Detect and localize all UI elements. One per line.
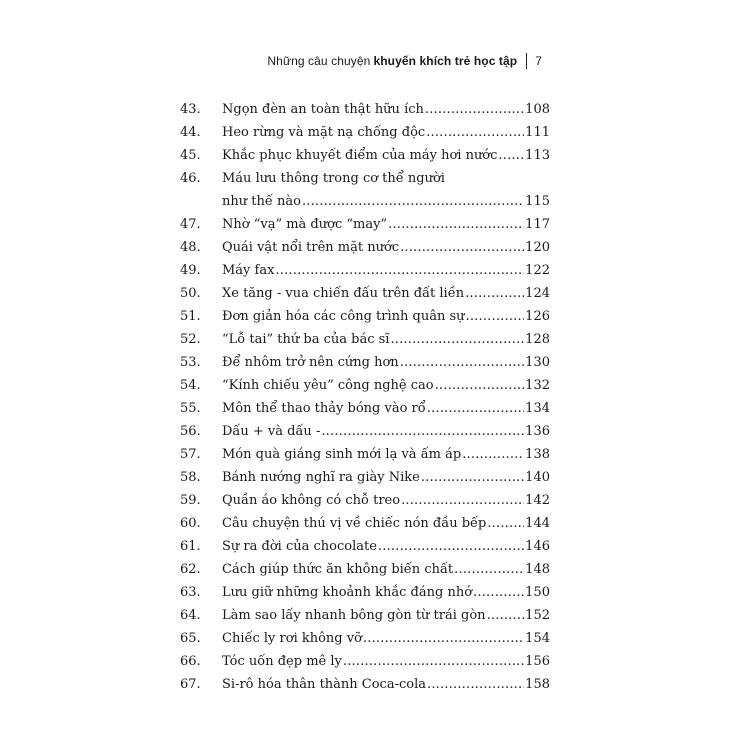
toc-dot-leader	[275, 259, 524, 282]
toc-dot-leader	[401, 489, 524, 512]
toc-entry-body	[222, 351, 550, 374]
table-of-contents	[180, 98, 550, 696]
toc-entry	[180, 466, 550, 489]
toc-dot-leader	[400, 236, 524, 259]
toc-entry	[180, 489, 550, 512]
toc-entry-page: 146	[525, 539, 550, 554]
toc-entry-title: Đơn giản hóa các công trình quân sự	[222, 309, 465, 324]
toc-entry-number: 63.	[180, 585, 201, 600]
toc-dot-leader	[421, 466, 524, 489]
toc-entry-title: Sự ra đời của chocolate	[222, 539, 377, 554]
toc-entry-body	[222, 558, 550, 581]
toc-dot-leader	[427, 397, 524, 420]
toc-entry-body	[222, 282, 550, 305]
toc-entry-number: 55.	[180, 401, 201, 416]
toc-entry-page: 128	[525, 332, 550, 347]
toc-entry	[180, 650, 550, 673]
toc-entry-body	[222, 121, 550, 144]
toc-dot-leader	[487, 512, 524, 535]
toc-entry-page: 136	[525, 424, 550, 439]
toc-dot-leader	[400, 351, 524, 374]
toc-entry-page: 122	[525, 263, 550, 278]
toc-entry-title: Để nhôm trở nên cứng hơn	[222, 355, 399, 370]
toc-entry-number: 64.	[180, 608, 201, 623]
toc-dot-leader	[454, 558, 524, 581]
toc-entry-title: Máu lưu thông trong cơ thể người	[222, 171, 445, 186]
toc-dot-leader	[343, 650, 524, 673]
toc-entry-title: Bánh nướng nghĩ ra giày Nike	[222, 470, 420, 485]
toc-entry-page: 113	[525, 148, 550, 163]
toc-entry-title: Chiếc ly rơi không vỡ	[222, 631, 362, 646]
toc-entry-page: 117	[525, 217, 550, 232]
toc-entry-title-continued: như thế nào	[222, 194, 301, 209]
toc-entry-body	[222, 466, 550, 489]
toc-entry-number: 61.	[180, 539, 201, 554]
toc-entry-page: 158	[525, 677, 550, 692]
toc-dot-leader	[466, 305, 525, 328]
toc-entry-body	[222, 374, 550, 397]
toc-entry-body	[222, 420, 550, 443]
toc-entry-number: 67.	[180, 677, 201, 692]
running-header	[267, 52, 542, 70]
toc-dot-leader	[498, 144, 524, 167]
toc-entry-number: 59.	[180, 493, 201, 508]
toc-entry-page: 140	[525, 470, 550, 485]
toc-entry	[180, 351, 550, 374]
toc-entry-number: 50.	[180, 286, 201, 301]
toc-entry-body	[222, 627, 550, 650]
toc-entry-page: 111	[525, 125, 550, 140]
toc-entry-page: 115	[525, 194, 550, 209]
toc-entry-title: Ngọn đèn an toàn thật hữu ích	[222, 102, 424, 117]
toc-entry-body	[222, 397, 550, 420]
toc-entry	[180, 259, 550, 282]
toc-entry-number: 66.	[180, 654, 201, 669]
toc-entry-title: Nhờ “vạ” mà được “may”	[222, 217, 388, 232]
toc-entry	[180, 443, 550, 466]
toc-dot-leader	[302, 190, 524, 213]
header-title-bold: khuyến khích trẻ học tập	[373, 54, 518, 68]
toc-entry-page: 120	[525, 240, 550, 255]
toc-entry-body	[222, 144, 550, 167]
toc-entry-page: 126	[525, 309, 550, 324]
toc-entry	[180, 558, 550, 581]
toc-entry-number: 45.	[180, 148, 201, 163]
toc-entry-page: 130	[525, 355, 550, 370]
toc-entry-title: Cách giúp thức ăn không biến chất	[222, 562, 454, 577]
toc-entry-page: 144	[525, 516, 550, 531]
toc-dot-leader	[465, 282, 524, 305]
toc-entry-body	[222, 604, 550, 627]
toc-entry	[180, 144, 550, 167]
toc-entry	[180, 673, 550, 696]
toc-entry-body	[222, 259, 550, 282]
toc-entry-title: “Lỗ tai” thứ ba của bác sĩ	[222, 332, 390, 347]
toc-entry	[180, 397, 550, 420]
toc-dot-leader	[462, 443, 524, 466]
toc-entry-body	[222, 236, 550, 259]
toc-entry-title: Heo rừng và mặt nạ chống độc	[222, 125, 426, 140]
toc-entry-number: 46.	[180, 171, 201, 186]
toc-entry	[180, 213, 550, 236]
toc-entry	[180, 581, 550, 604]
toc-entry-title: Món quà giáng sinh mới lạ và ấm áp	[222, 447, 462, 462]
toc-entry-number: 49.	[180, 263, 201, 278]
toc-entry	[180, 98, 550, 121]
toc-entry-body	[222, 328, 550, 351]
toc-entry-number: 53.	[180, 355, 201, 370]
toc-entry-number: 57.	[180, 447, 201, 462]
toc-entry-body	[222, 98, 550, 121]
toc-entry	[180, 604, 550, 627]
toc-entry-number: 44.	[180, 125, 201, 140]
toc-dot-leader	[390, 328, 524, 351]
toc-dot-leader	[363, 627, 524, 650]
toc-entry-title: Tóc uốn đẹp mê ly	[222, 654, 342, 669]
toc-entry-body	[222, 443, 550, 466]
toc-entry	[180, 328, 550, 351]
toc-entry-title: Dấu + và dấu -	[222, 424, 321, 439]
toc-dot-leader	[388, 213, 524, 236]
toc-entry-number: 43.	[180, 102, 201, 117]
toc-entry-page: 138	[525, 447, 550, 462]
toc-entry-title: “Kính chiếu yêu” công nghệ cao	[222, 378, 434, 393]
toc-dot-leader	[427, 673, 524, 696]
toc-entry-page: 148	[525, 562, 550, 577]
toc-entry-number: 48.	[180, 240, 201, 255]
toc-entry-title: Môn thể thao thảy bóng vào rổ	[222, 401, 426, 416]
header-page-number: 7	[535, 54, 542, 68]
toc-entry-page: 108	[525, 102, 550, 117]
toc-entry-page: 150	[525, 585, 550, 600]
toc-dot-leader	[378, 535, 524, 558]
toc-entry-body	[222, 581, 550, 604]
toc-entry-page: 132	[525, 378, 550, 393]
toc-entry-number: 54.	[180, 378, 201, 393]
toc-entry-number: 51.	[180, 309, 201, 324]
toc-entry-title: Máy fax	[222, 263, 275, 278]
toc-entry-page: 152	[525, 608, 550, 623]
toc-entry	[180, 167, 550, 213]
toc-entry-body	[222, 673, 550, 696]
toc-entry-title: Xe tăng - vua chiến đấu trên đất liền	[222, 286, 465, 301]
toc-entry-page: 142	[525, 493, 550, 508]
toc-dot-leader	[426, 121, 524, 144]
toc-entry	[180, 627, 550, 650]
toc-entry-title: Làm sao lấy nhanh bông gòn từ trái gòn	[222, 608, 486, 623]
toc-entry-number: 62.	[180, 562, 201, 577]
toc-entry-number: 60.	[180, 516, 201, 531]
toc-entry-body	[222, 650, 550, 673]
toc-dot-leader	[425, 98, 524, 121]
toc-entry	[180, 420, 550, 443]
toc-dot-leader	[473, 581, 524, 604]
toc-entry-number: 58.	[180, 470, 201, 485]
toc-entry-title: Câu chuyện thú vị về chiếc nón đầu bếp	[222, 516, 487, 531]
toc-entry-body	[222, 512, 550, 535]
toc-entry-number: 47.	[180, 217, 201, 232]
toc-entry	[180, 282, 550, 305]
toc-entry-body	[222, 213, 550, 236]
toc-entry-title: Si-rô hóa thân thành Coca-cola	[222, 677, 427, 692]
toc-entry	[180, 535, 550, 558]
toc-entry-number: 56.	[180, 424, 201, 439]
toc-entry-title: Lưu giữ những khoảnh khắc đáng nhớ	[222, 585, 473, 600]
header-title-plain: Những câu chuyện	[267, 54, 371, 68]
header-separator	[526, 53, 527, 69]
toc-entry-number: 65.	[180, 631, 201, 646]
toc-entry-title: Khắc phục khuyết điểm của máy hơi nước	[222, 148, 498, 163]
toc-entry-page: 124	[525, 286, 550, 301]
toc-entry	[180, 305, 550, 328]
toc-entry-body	[222, 305, 550, 328]
toc-entry	[180, 374, 550, 397]
toc-dot-leader	[487, 604, 525, 627]
toc-dot-leader	[321, 420, 524, 443]
toc-entry-body	[222, 489, 550, 512]
toc-entry-title: Quái vật nổi trên mặt nước	[222, 240, 400, 255]
toc-entry	[180, 512, 550, 535]
toc-dot-leader	[435, 374, 525, 397]
toc-entry-body	[222, 167, 550, 213]
toc-entry-page: 156	[525, 654, 550, 669]
toc-entry-title: Quần áo không có chỗ treo	[222, 493, 401, 508]
toc-entry	[180, 236, 550, 259]
toc-entry	[180, 121, 550, 144]
toc-entry-number: 52.	[180, 332, 201, 347]
toc-entry-page: 134	[525, 401, 550, 416]
toc-entry-page: 154	[525, 631, 550, 646]
toc-entry-body	[222, 535, 550, 558]
